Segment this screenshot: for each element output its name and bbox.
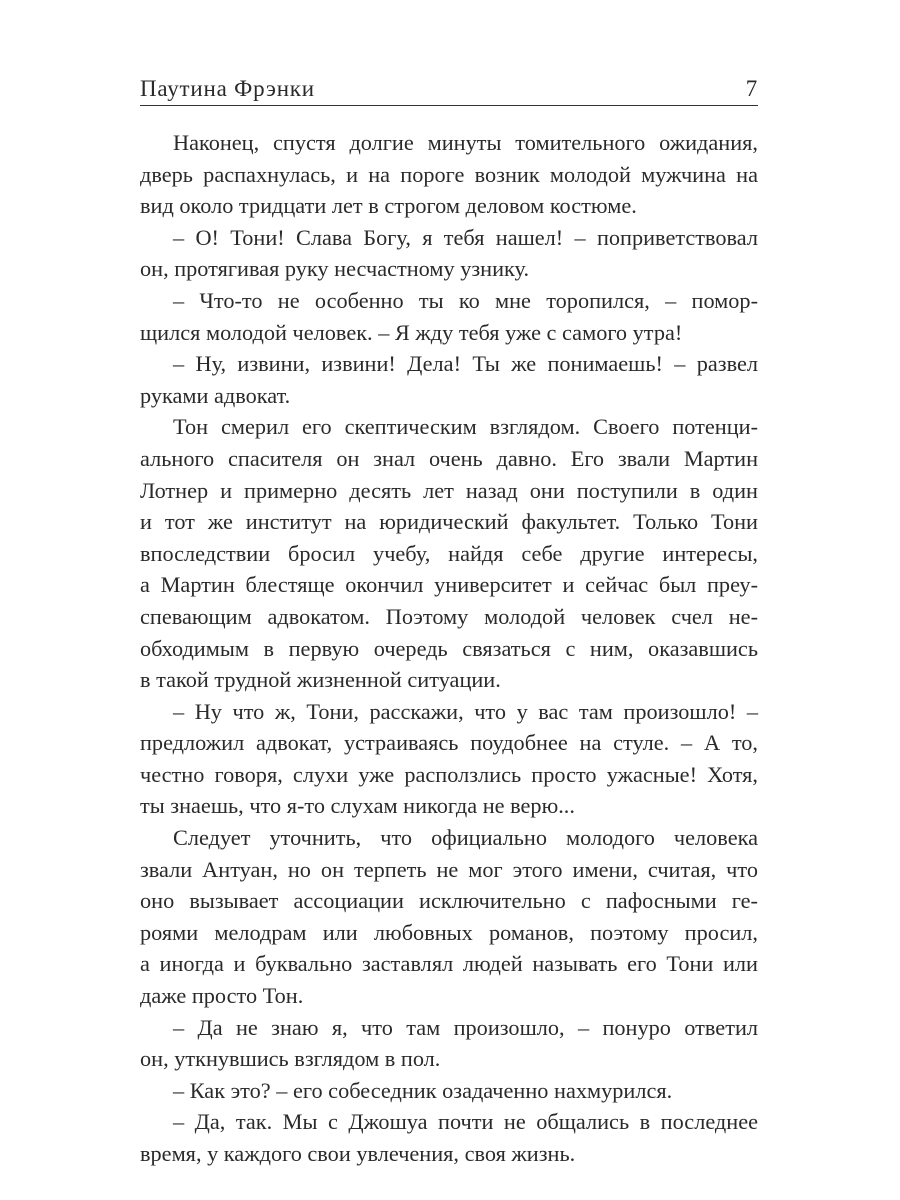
text-line: щился молодой человек. – Я жду тебя уже с самого утра! xyxy=(140,319,683,345)
text-line: вид около тридцати лет в строгом деловом костюме. xyxy=(140,193,637,219)
text-line: а иногда и буквально заставлял людей называть его Тони или xyxy=(140,951,758,977)
text-line: Лотнер и примерно десять лет назад они поступили в один xyxy=(140,477,758,503)
text-line: – Что-то не особенно ты ко мне торопился, – помор- xyxy=(173,287,758,313)
text-line: роями мелодрам или любовных романов, поэтому просил, xyxy=(140,919,758,945)
text-line: спевающим адвокатом. Поэтому молодой человек счел не- xyxy=(140,603,758,629)
book-title: Паутина Фрэнки xyxy=(140,76,315,101)
text-line: – Да, так. Мы с Джошуа почти не общались в последнее xyxy=(173,1109,758,1135)
header-divider xyxy=(140,105,758,106)
text-line: он, уткнувшись взглядом в пол. xyxy=(140,1046,441,1072)
text-line: честно говоря, слухи уже расползлись просто ужасные! Хотя, xyxy=(140,761,758,787)
text-line: впоследствии бросил учебу, найдя себе другие интересы, xyxy=(140,540,758,566)
page-number: 7 xyxy=(745,76,758,101)
body-text xyxy=(140,127,758,1170)
text-line: ты знаешь, что я-то слухам никогда не верю... xyxy=(140,793,575,819)
text-line: руками адвокат. xyxy=(140,382,291,408)
text-line: – Ну что ж, Тони, расскажи, что у вас там произошло! – xyxy=(173,698,758,724)
text-line: Следует уточнить, что официально молодого человека xyxy=(173,825,758,851)
running-header xyxy=(140,66,758,102)
text-line: – О! Тони! Слава Богу, я тебя нашел! – поприветствовал xyxy=(173,224,758,250)
text-line: в такой трудной жизненной ситуации. xyxy=(140,667,501,693)
text-line: предложил адвокат, устраиваясь поудобнее на стуле. – А то, xyxy=(140,730,758,756)
text-line: Тон смерил его скептическим взглядом. Своего потенци- xyxy=(173,414,758,440)
text-line: оно вызывает ассоциации исключительно с пафосными ге- xyxy=(140,888,758,914)
text-line: время, у каждого свои увлечения, своя жизнь. xyxy=(140,1141,576,1166)
text-line: – Да не знаю я, что там произошло, – понуро ответил xyxy=(173,1014,758,1040)
text-line: ального спасителя он знал очень давно. Его звали Мартин xyxy=(140,445,758,471)
text-line: обходимым в первую очередь связаться с ним, оказавшись xyxy=(140,635,758,661)
text-line: и тот же институт на юридический факультет. Только Тони xyxy=(140,509,758,535)
text-line: Наконец, спустя долгие минуты томительного ожидания, xyxy=(173,130,758,155)
text-line: даже просто Тон. xyxy=(140,983,304,1009)
text-line: дверь распахнулась, и на пороге возник молодой мужчина на xyxy=(140,161,758,187)
text-line: – Как это? – его собеседник озадаченно нахмурился. xyxy=(173,1077,673,1103)
text-line: – Ну, извини, извини! Дела! Ты же понимаешь! – развел xyxy=(173,351,758,377)
text-line: он, протягивая руку несчастному узнику. xyxy=(140,256,530,282)
text-line: звали Антуан, но он терпеть не мог этого имени, считая, что xyxy=(140,856,758,882)
text-line: а Мартин блестяще окончил университет и сейчас был преу- xyxy=(140,572,758,598)
